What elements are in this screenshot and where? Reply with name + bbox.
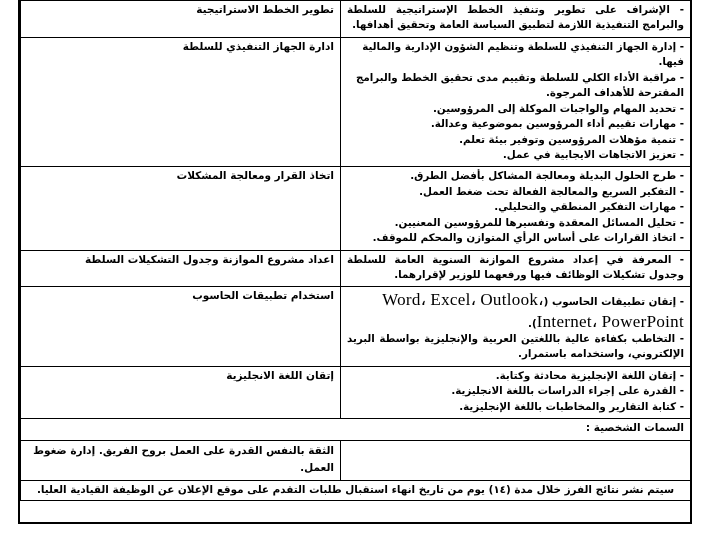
detail-line: - الإشراف على تطوير وتنفيذ الخطط الإستراتيجية للسلطة والبرامج التنفيذية اللازمة لتطبيق السياسة العامة وتحقيق أهدافها. xyxy=(347,4,684,32)
table-row xyxy=(21,37,691,167)
label-cell-english-language: إتقان اللغة الانجليزية xyxy=(21,366,341,418)
personal-traits-list xyxy=(21,440,341,480)
detail-cell-decision-making xyxy=(341,167,691,250)
detail-line: - المعرفة في إعداد مشروع الموازنة السنوية العامة للسلطة وجدول تشكيلات الوظائف فيها ورفعهما للوزير لإقرارهما. xyxy=(347,253,684,281)
label-cell-executive-management: ادارة الجهاز التنفيذي للسلطة xyxy=(21,37,341,167)
label-cell-budget-preparation: اعداد مشروع الموازنة وجدول التشكيلات السلطة xyxy=(21,250,341,287)
apps-latin-names-line1: Word، Excel، Outlook، xyxy=(382,290,544,310)
apps-suffix-text: ). xyxy=(528,317,537,330)
detail-line: - مهارات التفكير المنطقي والتحليلي. xyxy=(494,201,684,214)
personal-traits-empty-cell xyxy=(341,440,691,480)
table-row-personal-traits xyxy=(21,440,691,480)
detail-line-apps xyxy=(347,289,684,310)
detail-line: - طرح الحلول البديلة ومعالجة المشاكل بأفضل الطرق. xyxy=(410,170,684,183)
footer-note: سيتم نشر نتائج الفرز خلال مدة (١٤) يوم من تاريخ انهاء استقبال طلبات التقدم على موقع الإعلان عن الوظيفة القيادية العليا. xyxy=(21,480,691,501)
detail-line: - تحديد المهام والواجبات الموكلة إلى المرؤوسين. xyxy=(433,102,684,115)
detail-cell-budget-preparation xyxy=(341,250,691,287)
detail-cell-computer-applications xyxy=(341,287,691,366)
table-row-footer-note xyxy=(21,480,691,501)
table-row xyxy=(21,250,691,287)
trait-item: الثقة بالنفس xyxy=(266,444,334,457)
detail-line: - مهارات تقييم أداء المرؤوسين بموضوعية وعدالة. xyxy=(430,118,684,131)
detail-line: - اتخاذ القرارات على أساس الرأي المتوازن والمحكم للموقف. xyxy=(372,232,684,245)
requirements-table xyxy=(20,0,691,501)
detail-line: - تنمية مؤهلات المرؤوسين وتوفير بيئة تعلم. xyxy=(459,133,684,146)
table-row xyxy=(21,167,691,250)
detail-line: - التفكير السريع والمعالجة الفعالة تحت ضغط العمل. xyxy=(419,185,684,198)
detail-cell-executive-management xyxy=(341,37,691,167)
label-cell-computer-applications: استخدام تطبيقات الحاسوب xyxy=(21,287,341,366)
label-cell-strategic-plans: تطوير الخطط الاستراتيجية xyxy=(21,1,341,38)
detail-line: - تعزيز الاتجاهات الايجابية في عمل. xyxy=(502,148,684,161)
table-row xyxy=(21,1,691,38)
table-row xyxy=(21,287,691,366)
trait-item: إدارة ضغوط العمل. xyxy=(33,444,334,474)
apps-latin-names-line2: Internet، PowerPoint xyxy=(536,311,684,331)
label-cell-decision-making: اتخاذ القرار ومعالجة المشكلات xyxy=(21,167,341,250)
detail-line-apps-2 xyxy=(347,311,684,332)
detail-line: - إتقان اللغة الإنجليزية محادثة وكتابة. xyxy=(495,369,684,382)
table-row-personal-traits-header xyxy=(21,419,691,441)
personal-traits-header: السمات الشخصية : xyxy=(21,419,691,441)
detail-line: - التخاطب بكفاءة عالية باللغتين العربية والإنجليزية بواسطة البريد الإلكتروني، واستخدامه باستمرار. xyxy=(347,332,684,361)
trait-item: القدرة على العمل بروح الفريق. xyxy=(98,444,263,457)
table-row xyxy=(21,366,691,418)
detail-line: - كتابة التقارير والمخاطبات باللغة الإنجليزية. xyxy=(459,400,684,413)
detail-line: - إدارة الجهاز التنفيذي للسلطة وتنظيم الشؤون الإدارية والمالية فيها. xyxy=(362,40,684,69)
detail-cell-english-language xyxy=(341,366,691,418)
detail-line: - مراقبة الأداء الكلي للسلطة وتقييم مدى تحقيق الخطط والبرامج المقترحة للأهداف المرجوة. xyxy=(355,71,684,100)
detail-cell-strategic-plans xyxy=(341,1,691,38)
detail-line: - تحليل المسائل المعقدة وتفسيرها للمرؤوسين المعنيين. xyxy=(394,216,684,229)
apps-prefix-text: - إتقان تطبيقات الحاسوب ( xyxy=(543,296,684,309)
detail-line: - القدرة على إجراء الدراسات باللغة الانجليزية. xyxy=(451,385,684,398)
